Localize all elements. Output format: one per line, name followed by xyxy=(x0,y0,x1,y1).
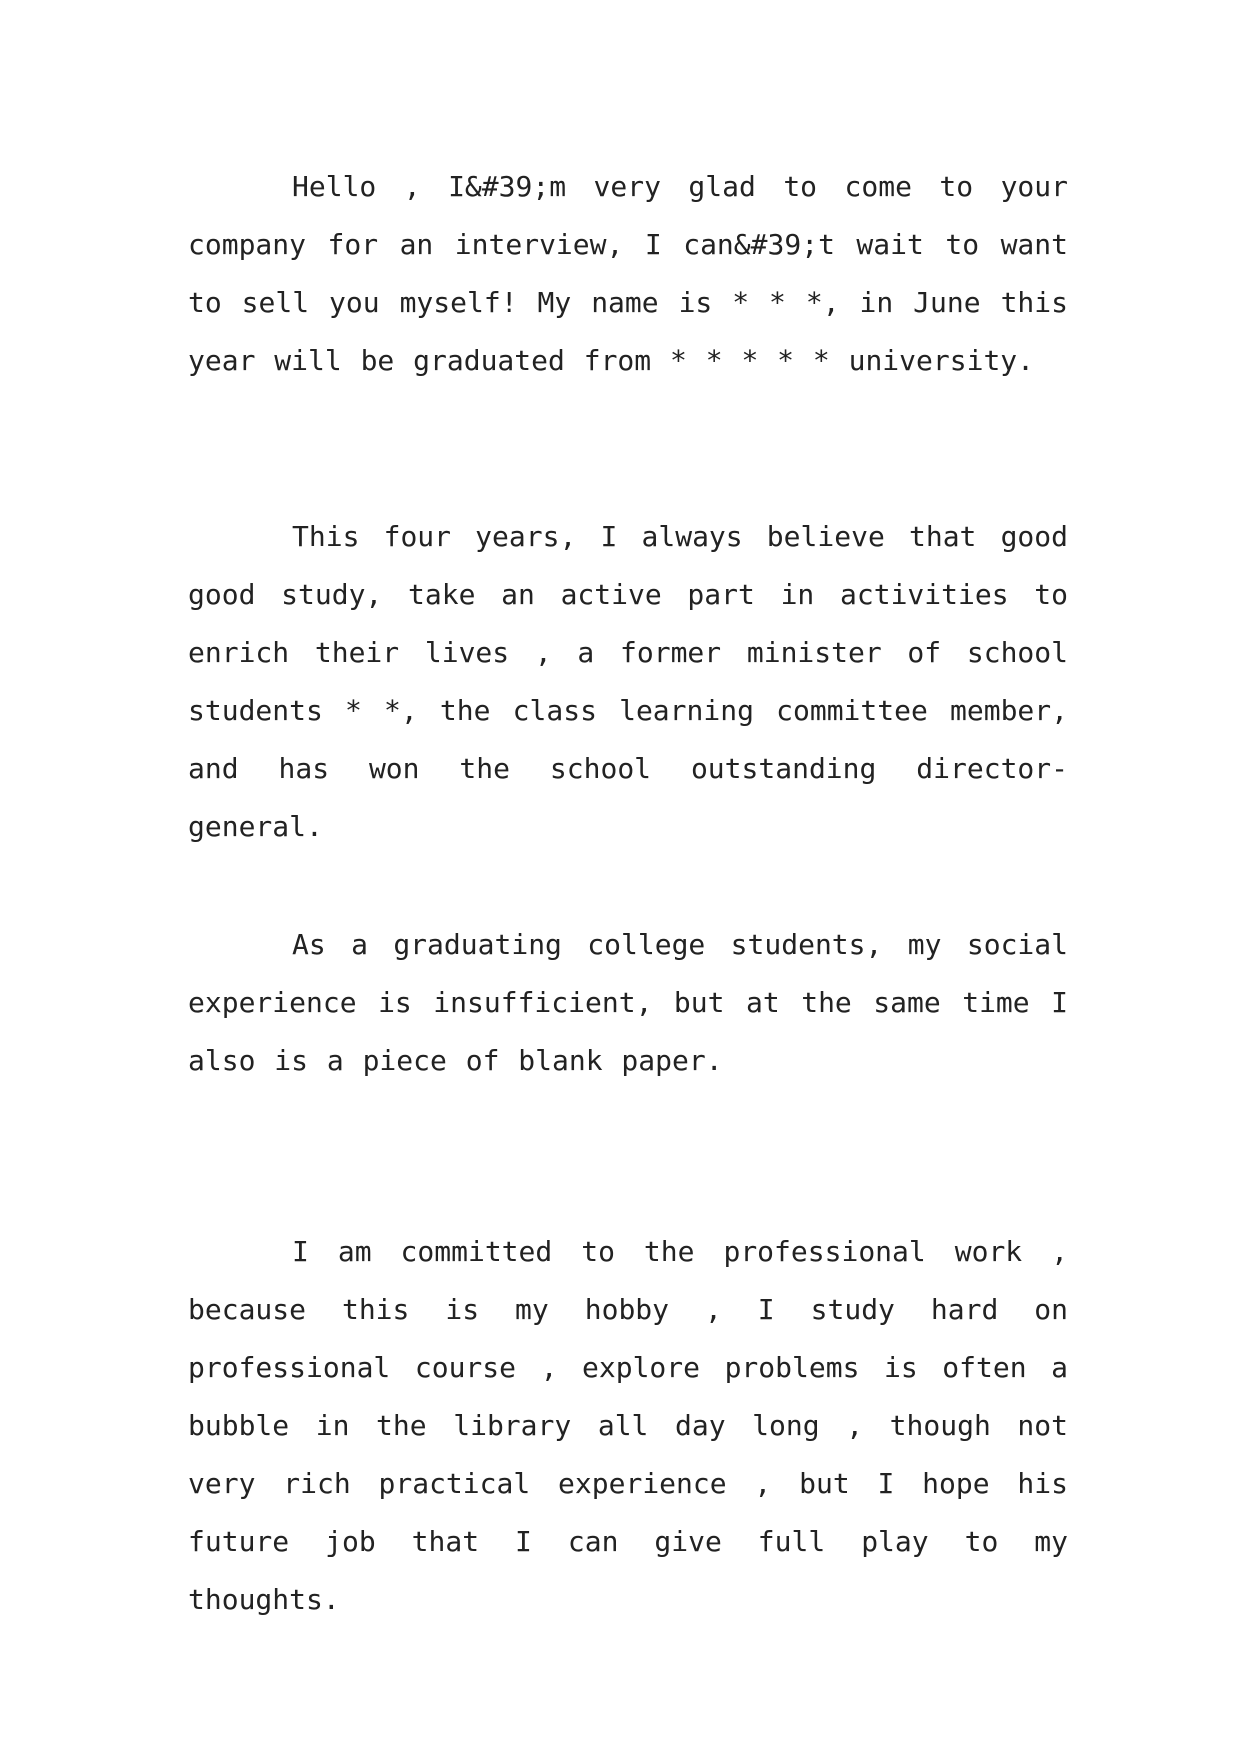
paragraph-professional-commitment: I am committed to the professional work , because this is my hobby , I study hard on professional course , explore problems is often a bubble in the library all day long , though not very rich practical experience , but I hope his future job that I can give full play to my thoughts. xyxy=(188,1235,1068,1616)
paragraph-university-years: This four years, I always believe that good good study, take an active part in activities to enrich their lives , a former minister of school students * *, the class learning committee member, and has won the school outstanding director-general. xyxy=(188,520,1068,843)
paragraph-introduction: Hello , I&#39;m very glad to come to your company for an interview, I can&#39;t wait to want to sell you myself! My name is * * *, in June this year will be graduated from * * * * * university. xyxy=(188,170,1068,377)
paragraph-experience: As a graduating college students, my social experience is insufficient, but at the same time I also is a piece of blank paper. xyxy=(188,928,1068,1077)
